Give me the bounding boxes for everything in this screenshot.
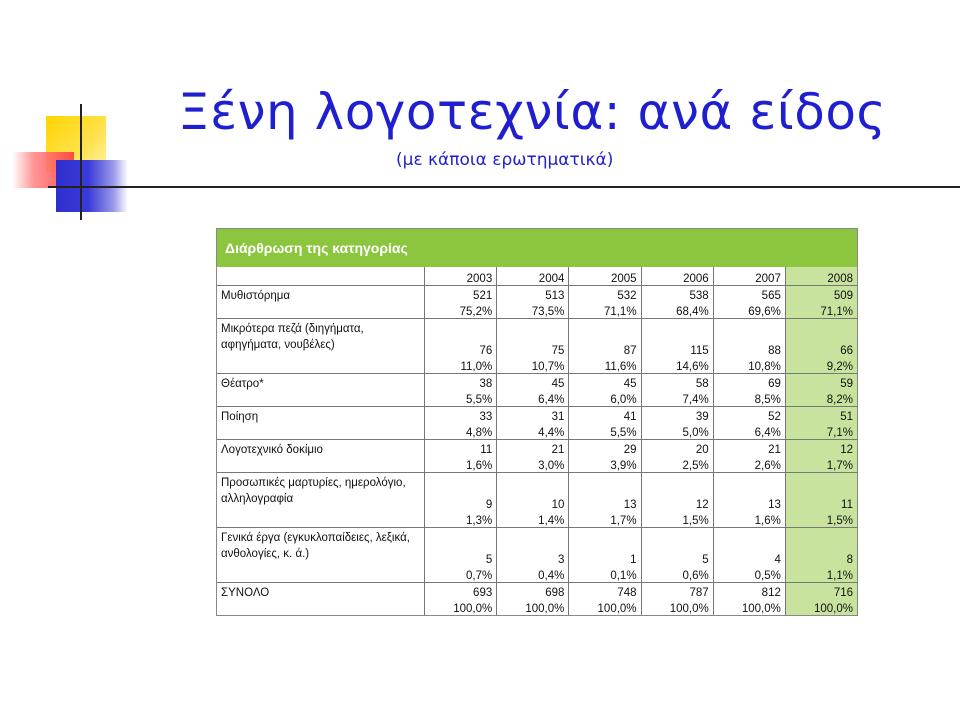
percent-cell: 1,7% <box>569 511 641 528</box>
percent-cell: 71,1% <box>569 302 641 319</box>
percent-cell: 1,4% <box>497 511 569 528</box>
percent-cell: 0,1% <box>569 566 641 583</box>
percent-cell: 14,6% <box>641 357 713 374</box>
count-cell: 13 <box>713 473 785 512</box>
year-cell: 2007 <box>713 267 785 286</box>
count-cell: 33 <box>425 407 497 424</box>
count-cell: 21 <box>497 440 569 457</box>
percent-cell: 1,6% <box>425 456 497 473</box>
percent-cell: 10,8% <box>713 357 785 374</box>
year-cell: 2005 <box>569 267 641 286</box>
percent-cell: 1,5% <box>785 511 857 528</box>
count-cell: 38 <box>425 374 497 391</box>
percent-cell: 69,6% <box>713 302 785 319</box>
percent-cell: 0,6% <box>641 566 713 583</box>
count-cell: 9 <box>425 473 497 512</box>
percent-cell: 71,1% <box>785 302 857 319</box>
count-cell: 58 <box>641 374 713 391</box>
decor-vertical-line <box>80 104 82 220</box>
year-row-label <box>217 267 425 286</box>
percent-cell: 5,5% <box>569 423 641 440</box>
category-label: Μυθιστόρημα <box>217 286 425 319</box>
percent-cell: 100,0% <box>569 599 641 615</box>
percent-cell: 6,4% <box>497 390 569 407</box>
count-cell: 693 <box>425 583 497 600</box>
category-label: ΣΥΝΟΛΟ <box>217 583 425 616</box>
percent-cell: 5,0% <box>641 423 713 440</box>
count-cell: 13 <box>569 473 641 512</box>
percent-cell: 8,5% <box>713 390 785 407</box>
percent-cell: 10,7% <box>497 357 569 374</box>
count-cell: 10 <box>497 473 569 512</box>
percent-cell: 0,7% <box>425 566 497 583</box>
count-cell: 66 <box>785 319 857 358</box>
percent-cell: 8,2% <box>785 390 857 407</box>
percent-cell: 6,0% <box>569 390 641 407</box>
percent-cell: 1,7% <box>785 456 857 473</box>
percent-cell: 75,2% <box>425 302 497 319</box>
percent-cell: 100,0% <box>713 599 785 615</box>
count-cell: 3 <box>497 528 569 567</box>
count-cell: 45 <box>497 374 569 391</box>
percent-cell: 9,2% <box>785 357 857 374</box>
count-cell: 532 <box>569 286 641 303</box>
count-cell: 509 <box>785 286 857 303</box>
count-cell: 748 <box>569 583 641 600</box>
title-underline <box>48 186 960 188</box>
count-cell: 52 <box>713 407 785 424</box>
count-cell: 12 <box>641 473 713 512</box>
table-row <box>217 374 857 391</box>
table-row <box>217 583 857 600</box>
count-cell: 21 <box>713 440 785 457</box>
percent-cell: 100,0% <box>785 599 857 615</box>
year-cell: 2003 <box>425 267 497 286</box>
percent-cell: 3,9% <box>569 456 641 473</box>
count-cell: 45 <box>569 374 641 391</box>
percent-cell: 1,3% <box>425 511 497 528</box>
slide-subtitle: (με κάποια ερωτηματικά) <box>396 150 614 170</box>
percent-cell: 2,5% <box>641 456 713 473</box>
year-cell: 2006 <box>641 267 713 286</box>
count-cell: 39 <box>641 407 713 424</box>
year-cell: 2004 <box>497 267 569 286</box>
percent-cell: 1,1% <box>785 566 857 583</box>
percent-cell: 5,5% <box>425 390 497 407</box>
count-cell: 41 <box>569 407 641 424</box>
count-cell: 565 <box>713 286 785 303</box>
percent-cell: 0,5% <box>713 566 785 583</box>
percent-cell: 11,6% <box>569 357 641 374</box>
count-cell: 698 <box>497 583 569 600</box>
count-cell: 521 <box>425 286 497 303</box>
percent-cell: 7,1% <box>785 423 857 440</box>
table-row <box>217 286 857 303</box>
category-label: Γενικά έργα (εγκυκλοπαίδειες, λεξικά, ανθολογίες, κ. ά.) <box>217 528 425 583</box>
count-cell: 76 <box>425 319 497 358</box>
count-cell: 115 <box>641 319 713 358</box>
percent-cell: 7,4% <box>641 390 713 407</box>
count-cell: 513 <box>497 286 569 303</box>
count-cell: 31 <box>497 407 569 424</box>
count-cell: 787 <box>641 583 713 600</box>
count-cell: 20 <box>641 440 713 457</box>
category-label: Θέατρο* <box>217 374 425 407</box>
percent-cell: 0,4% <box>497 566 569 583</box>
percent-cell: 73,5% <box>497 302 569 319</box>
category-label: Μικρότερα πεζά (διηγήματα, αφηγήματα, νουβέλες) <box>217 319 425 374</box>
percent-cell: 68,4% <box>641 302 713 319</box>
percent-cell: 11,0% <box>425 357 497 374</box>
category-label: Λογοτεχνικό δοκίμιο <box>217 440 425 473</box>
genre-table <box>217 267 857 615</box>
count-cell: 75 <box>497 319 569 358</box>
count-cell: 12 <box>785 440 857 457</box>
slide-title: Ξένη λογοτεχνία: ανά είδος <box>178 83 887 141</box>
count-cell: 812 <box>713 583 785 600</box>
count-cell: 5 <box>641 528 713 567</box>
category-label: Ποίηση <box>217 407 425 440</box>
percent-cell: 4,4% <box>497 423 569 440</box>
percent-cell: 2,6% <box>713 456 785 473</box>
genre-table-panel <box>216 228 858 616</box>
count-cell: 4 <box>713 528 785 567</box>
count-cell: 11 <box>785 473 857 512</box>
count-cell: 29 <box>569 440 641 457</box>
percent-cell: 3,0% <box>497 456 569 473</box>
percent-cell: 1,6% <box>713 511 785 528</box>
count-cell: 716 <box>785 583 857 600</box>
count-cell: 87 <box>569 319 641 358</box>
count-cell: 88 <box>713 319 785 358</box>
percent-cell: 6,4% <box>713 423 785 440</box>
percent-cell: 100,0% <box>497 599 569 615</box>
table-row <box>217 319 857 358</box>
percent-cell: 100,0% <box>641 599 713 615</box>
count-cell: 11 <box>425 440 497 457</box>
table-row <box>217 440 857 457</box>
count-cell: 8 <box>785 528 857 567</box>
count-cell: 69 <box>713 374 785 391</box>
count-cell: 51 <box>785 407 857 424</box>
count-cell: 1 <box>569 528 641 567</box>
count-cell: 5 <box>425 528 497 567</box>
year-cell: 2008 <box>785 267 857 286</box>
table-header: Διάρθρωση της κατηγορίας <box>217 229 857 267</box>
percent-cell: 100,0% <box>425 599 497 615</box>
category-label: Προσωπικές μαρτυρίες, ημερολόγιο, αλληλογραφία <box>217 473 425 528</box>
table-row <box>217 528 857 567</box>
percent-cell: 1,5% <box>641 511 713 528</box>
percent-cell: 4,8% <box>425 423 497 440</box>
table-year-row <box>217 267 857 286</box>
count-cell: 538 <box>641 286 713 303</box>
table-row <box>217 407 857 424</box>
count-cell: 59 <box>785 374 857 391</box>
table-row <box>217 473 857 512</box>
